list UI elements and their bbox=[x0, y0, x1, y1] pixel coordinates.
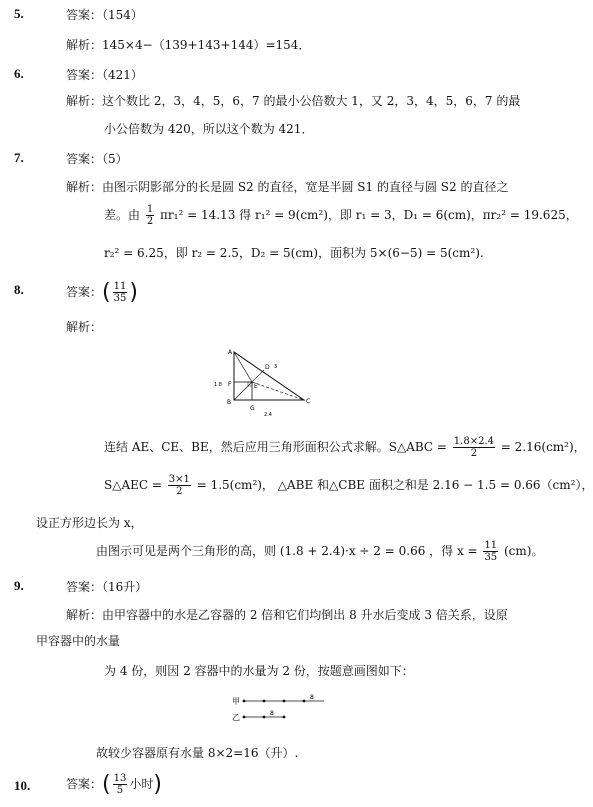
q7-analysis-line2 bbox=[104, 204, 578, 227]
q8-line-d-tail: (cm)。 bbox=[504, 544, 544, 558]
q8-line-b-tail: = 1.5(cm²)， △ABE 和△CBE 面积之和是 2.16 − 1.5 = 0.66（cm²）， bbox=[196, 478, 593, 492]
label-g: G bbox=[250, 405, 255, 412]
q9-conclusion: 故较少容器原有水量 8×2=16（升）. bbox=[96, 746, 299, 760]
label-jia: 甲 bbox=[232, 697, 240, 706]
q9-analysis-line2: 甲容器中的水量 bbox=[36, 634, 121, 648]
dot bbox=[263, 716, 266, 719]
segment-ed bbox=[252, 370, 264, 382]
label-f: F bbox=[228, 381, 232, 388]
question-number-6: 6. bbox=[14, 66, 24, 81]
dot bbox=[243, 700, 246, 703]
q10-answer-fraction bbox=[113, 773, 128, 796]
q8-answer-denominator: 35 bbox=[113, 293, 127, 304]
q8-line-b-head: S△AEC = bbox=[104, 478, 162, 492]
question-number-8: 8. bbox=[14, 282, 24, 297]
dot bbox=[283, 700, 286, 703]
q8-line-b bbox=[104, 474, 593, 497]
left-paren-icon: ( bbox=[102, 772, 111, 797]
q10-answer-numerator: 13 bbox=[113, 773, 127, 784]
label-d: D bbox=[265, 364, 270, 371]
label-e: E bbox=[254, 383, 258, 390]
label-b: B bbox=[227, 399, 232, 406]
q10-answer-denominator: 5 bbox=[116, 785, 124, 796]
label-2-4: 2.4 bbox=[264, 412, 272, 418]
q7-answer: 答案：（5） bbox=[66, 152, 128, 166]
q9-analysis-line3: 为 4 份，则因 2 容器中的水量为 2 份，按题意画图如下： bbox=[104, 664, 414, 678]
dot bbox=[263, 700, 266, 703]
label-1-8: 1.8 bbox=[214, 382, 222, 388]
left-paren-icon: ( bbox=[102, 280, 111, 305]
q6-analysis-line2: 小公倍数为 420，所以这个数为 421． bbox=[104, 122, 314, 136]
q10-answer bbox=[66, 772, 162, 797]
q8-line-a-tail: = 2.16(cm²)， bbox=[500, 440, 586, 454]
q7-line2-text-a: 差。由 bbox=[104, 208, 141, 222]
q8-line-d bbox=[96, 540, 543, 563]
q8-fraction-1 bbox=[453, 436, 495, 459]
q7-analysis-line3: r₂² = 6.25，即 r₂ = 2.5，D₂ = 5(cm)，面积为 5×(6−5) = 5(cm²). bbox=[104, 246, 484, 260]
dot bbox=[243, 716, 246, 719]
q10-answer-unit: 小时 bbox=[129, 777, 154, 791]
q8-frac2-numerator: 3×1 bbox=[168, 474, 190, 485]
label-c: C bbox=[306, 398, 311, 405]
label-8-bottom: 8 bbox=[270, 710, 274, 717]
triangle-figure bbox=[212, 346, 316, 420]
q8-line-a-text: 连结 AE、CE、BE，然后应用三角形面积公式求解。S△ABC = bbox=[104, 440, 447, 454]
q7-fraction-half bbox=[146, 204, 154, 227]
q8-fraction-3 bbox=[483, 540, 498, 563]
q8-answer-fraction bbox=[113, 281, 128, 304]
label-a: A bbox=[228, 349, 233, 356]
q7-line2-text-b: πr₁² = 14.13 得 r₁² = 9(cm²)，即 r₁ = 3，D₁ = 6(cm)，πr₂² = 19.625， bbox=[160, 208, 578, 222]
q8-frac3-numerator: 11 bbox=[484, 540, 498, 551]
q7-analysis-line1: 解析：由图示阴影部分的长是圆 S2 的直径，宽是半圆 S1 的直径与圆 S2 的直径之 bbox=[66, 180, 509, 194]
question-number-7: 7. bbox=[14, 150, 24, 165]
label-8-top: 8 bbox=[310, 694, 314, 701]
q8-frac3-denominator: 35 bbox=[484, 552, 498, 563]
segment-ce bbox=[252, 382, 304, 400]
q8-frac2-denominator: 2 bbox=[176, 486, 183, 497]
question-number-9: 9. bbox=[14, 578, 24, 593]
q5-analysis: 解析：145×4−（139+143+144）=154． bbox=[66, 38, 311, 52]
right-paren-icon: ) bbox=[129, 280, 138, 305]
triangle-abc bbox=[234, 352, 304, 400]
dot bbox=[283, 716, 286, 719]
q10-answer-label: 答案： bbox=[66, 777, 103, 791]
q8-answer bbox=[66, 280, 138, 305]
q6-analysis-line1: 解析：这个数比 2，3，4，5，6，7 的最小公倍数大 1，又 2，3，4，5，6，7 的最 bbox=[66, 94, 521, 108]
segment-be bbox=[234, 382, 252, 400]
question-number-5: 5. bbox=[14, 6, 24, 21]
question-number-10: 10. bbox=[14, 778, 31, 793]
q8-analysis-label: 解析： bbox=[66, 320, 103, 334]
q8-frac1-numerator: 1.8×2.4 bbox=[453, 436, 494, 447]
q7-frac-denominator: 2 bbox=[146, 216, 154, 227]
q9-analysis-line1: 解析：由甲容器中的水是乙容器的 2 倍和它们均倒出 8 升水后变成 3 倍关系，设原 bbox=[66, 608, 508, 622]
q9-answer: 答案：（16升） bbox=[66, 580, 148, 594]
q6-answer: 答案：（421） bbox=[66, 68, 143, 82]
label-yi: 乙 bbox=[232, 713, 240, 722]
q8-frac1-denominator: 2 bbox=[470, 448, 478, 459]
q8-line-a bbox=[104, 436, 586, 459]
segment-ae bbox=[234, 352, 252, 382]
q8-answer-label: 答案： bbox=[66, 285, 103, 299]
q5-answer: 答案：（154） bbox=[66, 8, 143, 22]
dot bbox=[303, 700, 306, 703]
q8-answer-numerator: 11 bbox=[113, 281, 127, 292]
label-3: 3 bbox=[274, 364, 278, 370]
q7-frac-numerator: 1 bbox=[146, 204, 154, 215]
right-paren-icon: ) bbox=[153, 772, 162, 797]
q8-line-d-head: 由图示可见是两个三角形的高，则 (1.8 + 2.4)·x ÷ 2 = 0.66 ，得 x = bbox=[96, 544, 478, 558]
q8-line-c: 设正方形边长为 x， bbox=[36, 516, 143, 530]
segment-diagram bbox=[228, 692, 332, 724]
q8-fraction-2 bbox=[168, 474, 191, 497]
